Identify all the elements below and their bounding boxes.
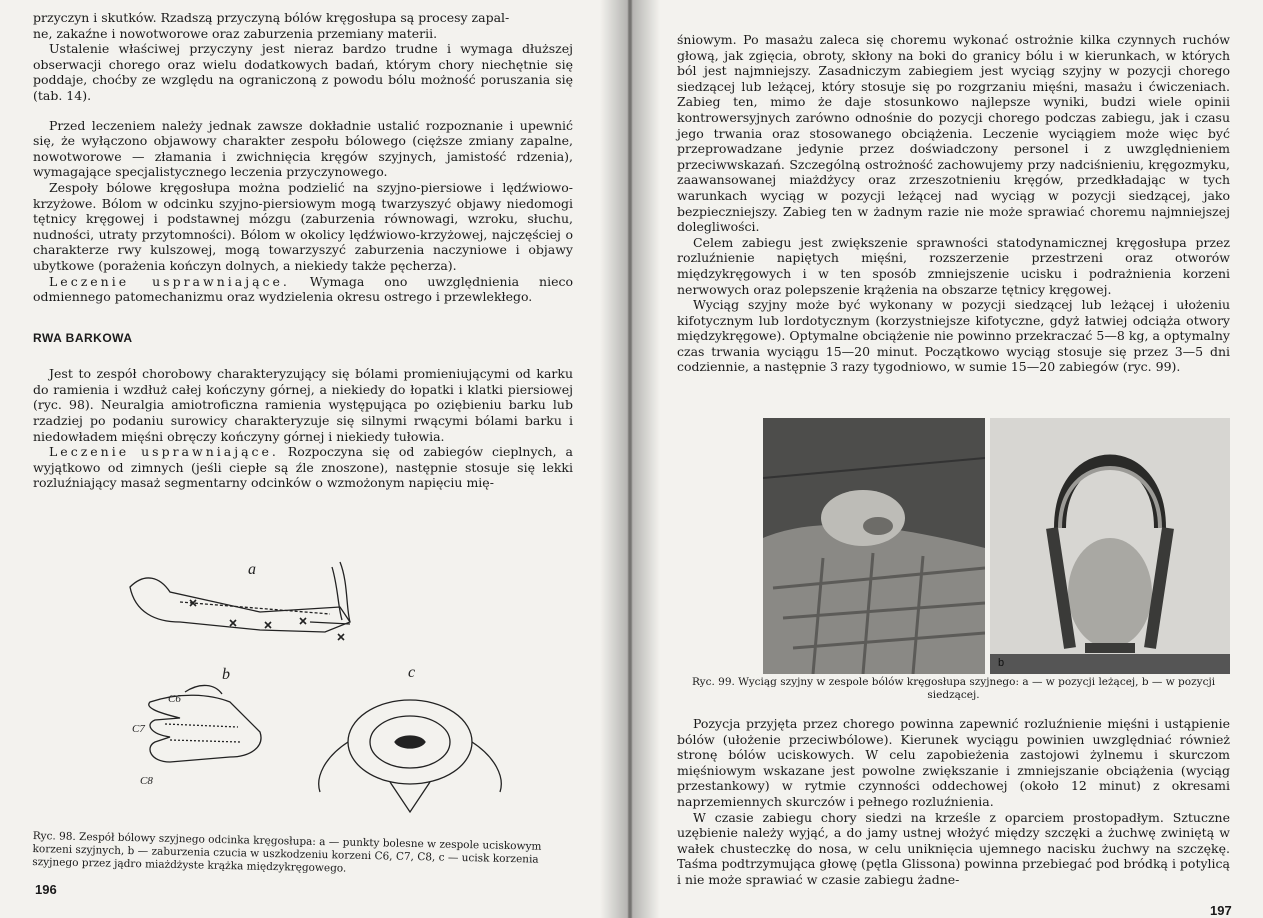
figure-98-caption: Ryc. 98. Zespół bólowy szyjnego odcinka kręgosłupa: a — punkty bolesne w zespole uciskowym korzeni szyjnych, b — zaburzenia czucia w uszkodzeniu korzeni C6, C7, C8, c — ucisk korzenia szyjnego przez jądro miażdżyste krążka międzykręgowego. (32, 830, 542, 875)
right-text-column-lower (677, 716, 1230, 888)
right-paragraph-5: W czasie zabiegu chory siedzi na krześle z oparciem prostopadłym. Sztuczne uzębienie należy wyjąć, a do jamy ustnej włożyć między szczęki a żuchwę zwiniętą w wałek chusteczkę do nosa, w celu uniknięcia ujemnego nacisku żuchwy na szczękę. Taśma podtrzymująca głowę (pętla Glissona) powinna przebiegać pod bródką i potylicą i nie może sprawiać w czasie zabiegu żadne- (677, 809, 1230, 887)
left-paragraph-3: Zespoły bólowe kręgosłupa można podzielić na szyjno-piersiowe i lędźwiowo-krzyżowe. Bólom w odcinku szyjno-piersiowym mogą twarzyszyć objawy niedomogi tętnicy kręgowej i podstawnej mózgu (zaburzenia równowagi, wzroku, słuchu, nudności, utraty przytomności). Bólom w okolicy lędźwiowo-krzyżowej, najczęściej o charakterze rwy kulszowej, mogą towarzyszyć zaburzenia naczyniowe i objawy ubytkowe (porażenia kończyn dolnych, a niekiedy także pęcherza). (33, 179, 573, 273)
photo-99a-lying-traction (763, 418, 985, 674)
right-paragraph-4: Pozycja przyjęta przez chorego powinna zapewnić rozluźnienie mięśni i ustąpienie bólów (ułożenie przeciwbólowe). Kierunek wyciągu powinien uwzględniać również stronę bólów uciskowych. W celu zapobieżenia zastojowi żylnemu i skurczom mięśniowym wskazane jest powolne zwiększanie i zmniejszanie obciążenia (wyciąg przestankowy) w rytmie czynności oddechowej (około 12 minut) z okresami naprzemiennych skurczów i pełnego rozluźnienia. (677, 716, 1230, 809)
figure-98-illustration (110, 552, 590, 827)
fig-label-c: c (408, 664, 416, 681)
page-number-right: 197 (1210, 903, 1232, 918)
right-paragraph-1: śniowym. Po masażu zaleca się choremu wykonać ostrożnie kilka czynnych ruchów głową, jak zgięcia, obroty, skłony na boki do granicy bólu i w kierunkach, w których ból jest najmniejszy. Zasadniczym zabiegiem jest wyciąg szyjny w pozycji chorego siedzącej lub leżącej, który stosuje się po rozgrzaniu mięśni, masażu i ćwiczeniach. Zabieg ten, mimo że daje stosunkowo najlepsze wyniki, budzi wiele opinii kontrowersyjnych zarówno odnośnie do pozycji chorego podczas zabiegu, jak i czasu jego trwania oraz stosowanego obciążenia. Leczenie wyciągiem może więc być przeprowadzane jedynie przez doświadczony personel i z uwzględnieniem przeciwwskazań. Szczególną ostrożność zachowujemy przy nadciśnieniu, kręgozmyku, zaawansowanej miażdżycy oraz zrzeszotnieniu kręgów, przedkładając w tych warunkach wyciąg w pozycji leżącej nad wyciąg w pozycji siedzącej, jako bezpieczniejszy. Zabieg ten w żadnym razie nie może sprawiać choremu najmniejszej dolegliwości. (677, 32, 1230, 235)
left-paragraph-6 (33, 444, 573, 491)
treatment-lead-2: Leczenie usprawniające. (49, 444, 279, 460)
left-paragraph-2: Przed leczeniem należy jednak zawsze dokładnie ustalić rozpoznanie i upewnić się, że wyłączono objawowy charakter zespołu bólowego (cięższe zmiany zapalne, nowotworowe — złamania i zwichnięcia kręgów szyjnych, jamistość rdzenia), wymagające specjalistycznego leczenia przyczynowego. (33, 117, 573, 180)
right-paragraph-2: Celem zabiegu jest zwiększenie sprawności statodynamicznej kręgosłupa przez rozluźnienie napiętych mięśni, rozszerzenie przestrzeni oraz otworów międzykręgowych i w ten sposób zmniejszenie ucisku i podrażnienia korzeni nerwowych oraz polepszenie krążenia na obszarze tętnicy kręgowej. (677, 234, 1230, 297)
left-paragraph-4-text: Wymaga ono uwzględnienia nieco odmiennego patomechanizmu oraz wydzielenia okresu ostrego i przewlekłego. (33, 273, 573, 305)
section-heading: RWA BARKOWA (33, 330, 133, 345)
treatment-lead-1: Leczenie usprawniające. (49, 273, 290, 289)
right-page (632, 0, 1263, 918)
left-page (0, 0, 628, 918)
left-text-column (33, 10, 573, 491)
fig-label-a: a (248, 561, 256, 578)
right-text-column (677, 32, 1230, 375)
hand-outline (149, 695, 261, 762)
arm-outline (130, 578, 350, 632)
right-paragraph-3: Wyciąg szyjny może być wykonany w pozycji siedzącej lub leżącej i ułożeniu kifotycznym lub lordotycznym (korzystniejsze kifotyczne, gdyż łatwiej odciąża otwory międzykręgowe). Optymalne obciążenie nie powinno przekraczać 5—8 kg, a optymalny czas trwania wyciągu 15—20 minut. Początkowo wyciąg stosuje się przez 3—5 dni codziennie, a następnie 3 razy tygodniowo, w sumie 15—20 zabiegów (ryc. 99). (677, 297, 1230, 375)
photo-99b-sitting-traction (990, 418, 1230, 674)
left-paragraph-4 (33, 274, 573, 305)
left-top-line-2: ne, zakaźne i nowotworowe oraz zaburzenia przemiany materii. (33, 25, 438, 41)
fig-label-c7: C7 (132, 723, 145, 735)
photo-label-b: b (998, 657, 1005, 669)
page-number-left: 196 (35, 882, 57, 897)
pain-points (190, 600, 344, 640)
fig-label-c8: C8 (140, 775, 153, 787)
fig-label-c6: C6 (168, 693, 181, 705)
fig-label-b: b (222, 666, 230, 683)
left-paragraph-1: Ustalenie właściwej przyczyny jest nieraz bardzo trudne i wymaga dłuższej obserwacji chorego oraz wielu dodatkowych badań, którym chory niechętnie się poddaje, choćby ze względu na ograniczoną z powodu bólu możność poruszania się (tab. 14). (33, 41, 573, 103)
figure-99-caption: Ryc. 99. Wyciąg szyjny w zespole bólów kręgosłupa szyjnego: a — w pozycji leżącej, b — w pozycji siedzącej. (691, 676, 1216, 701)
left-top-line-1: przyczyn i skutków. Rzadszą przyczyną bólów kręgosłupa są procesy zapal- (33, 10, 510, 25)
left-paragraph-5: Jest to zespół chorobowy charakteryzujący się bólami promieniującymi od karku do ramienia i wzdłuż całej kończyny górnej, a niekiedy do łopatki i klatki piersiowej (ryc. 98). Neuralgia amiotroficzna ramienia występująca po oziębieniu barku lub rzadziej po podaniu surowicy charakteryzuje się silnymi rwącymi bólami barku i niedowładem mięśni obręczy kończyny górnej i niekiedy tułowia. (33, 366, 573, 444)
left-paragraph-6-text: Rozpoczyna się od zabiegów cieplnych, a wyjątkowo od zimnych (jeśli ciepłe są źle znoszone), następnie stosuje się lekki rozluźniający masaż segmentarny odcinków o wzmożonym napięciu mię- (33, 444, 573, 491)
